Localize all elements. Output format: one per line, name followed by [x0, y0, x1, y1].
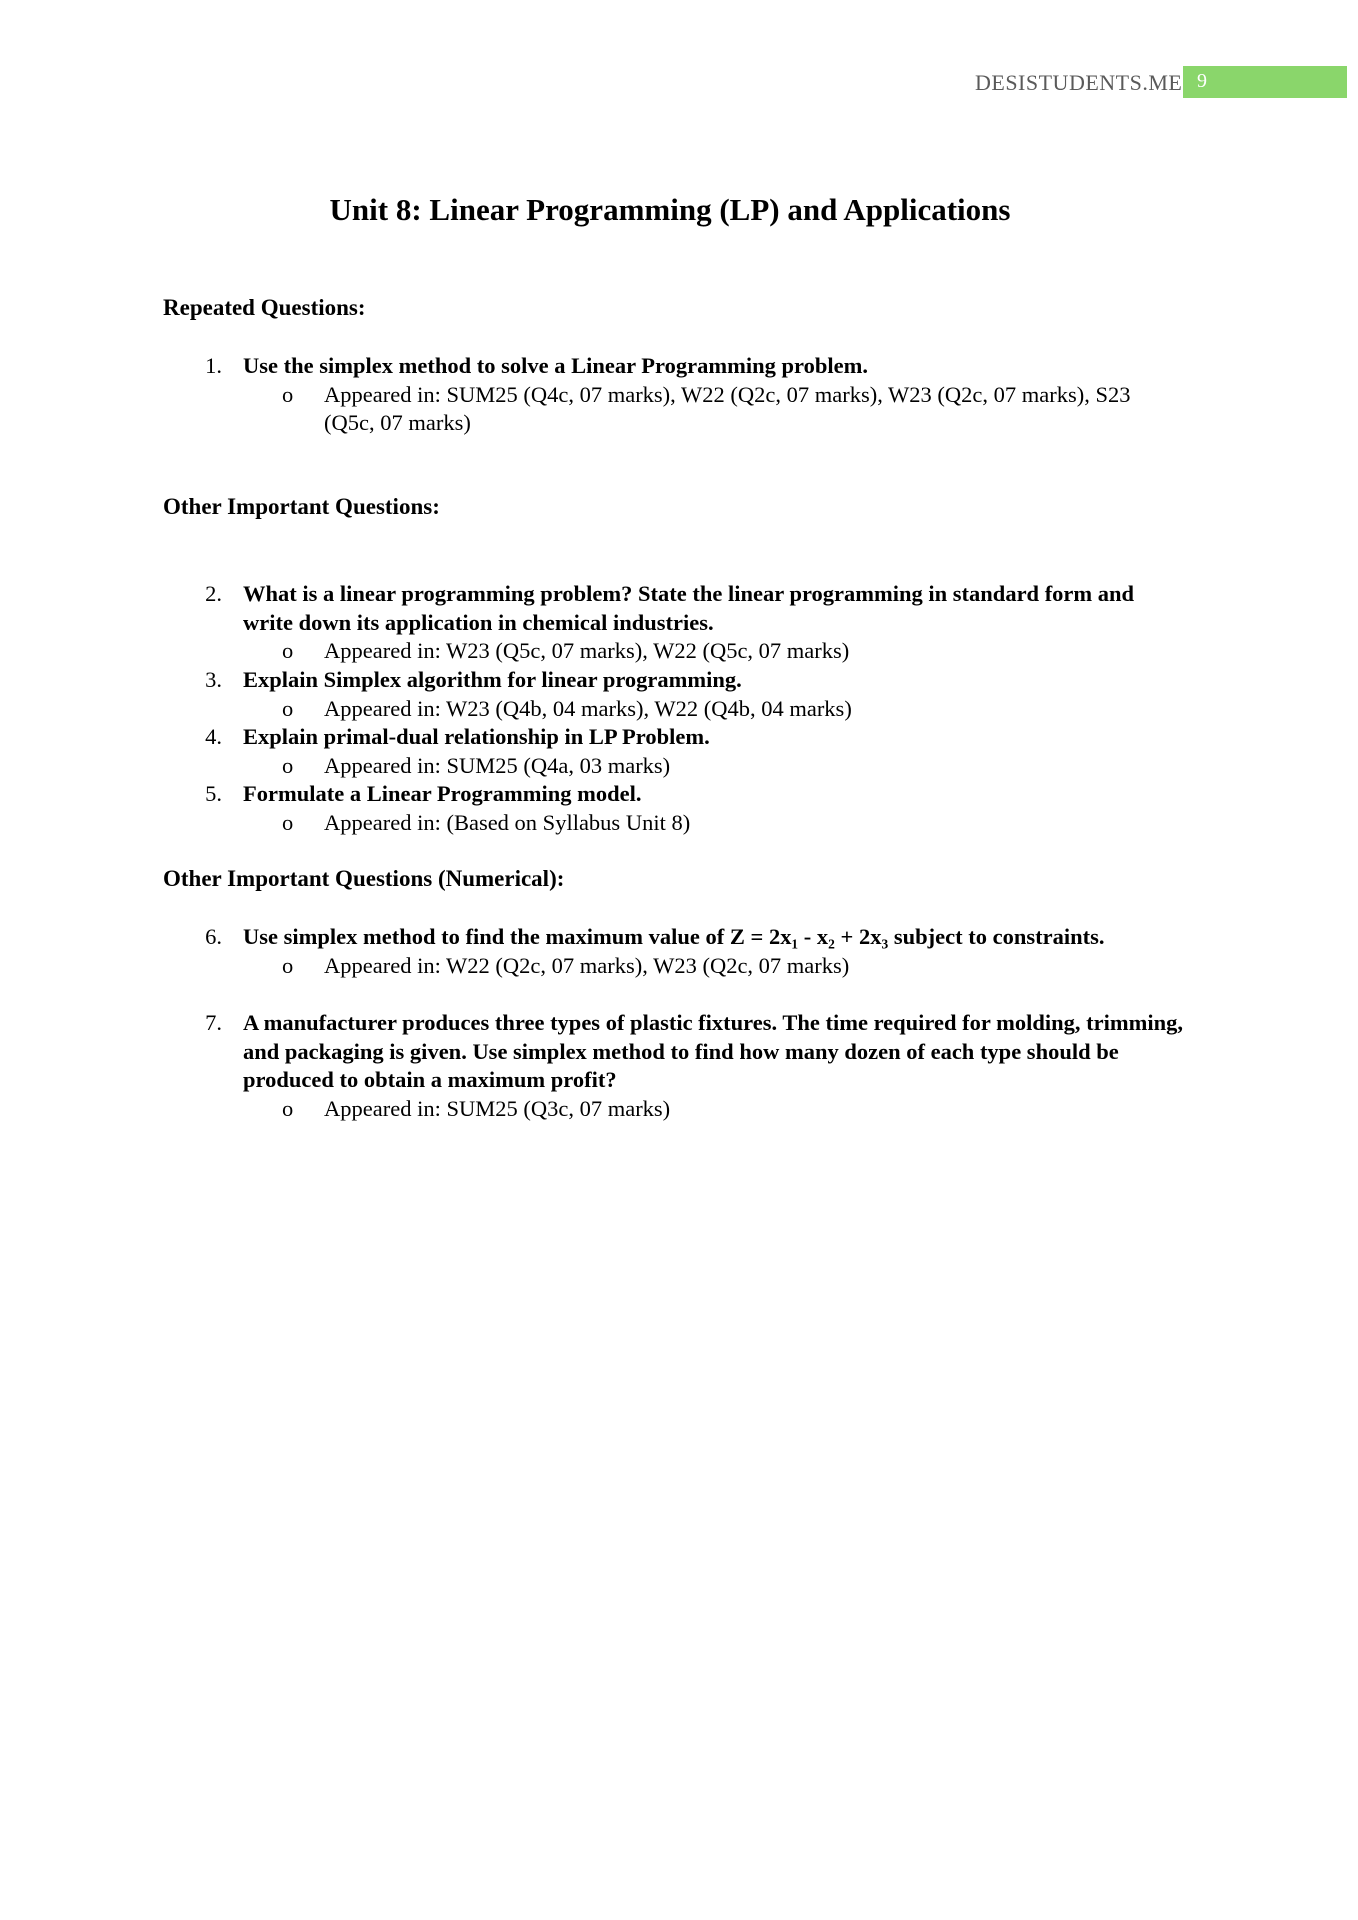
question-text: A manufacturer produces three types of plastic fixtures. The time required for molding, trimming, and packaging is given. Use simplex method to find how many dozen of each type should be produced to obtain a maximum profit?: [243, 1010, 1183, 1092]
appearance-line: [282, 637, 1190, 666]
question-item: [200, 1009, 1190, 1123]
question-number: 2.: [205, 581, 222, 606]
bullet-marker: o: [282, 638, 294, 663]
question-number: 5.: [205, 781, 222, 806]
question-item: [200, 780, 1190, 837]
bullet-marker: o: [282, 1095, 294, 1121]
header-brand: DESISTUDENTS.ME: [975, 70, 1183, 95]
bullet-marker: o: [282, 695, 294, 721]
question-text: Explain Simplex algorithm for linear programming.: [243, 667, 742, 692]
page-number-badge: 9: [1183, 66, 1347, 98]
bullet-marker: o: [282, 952, 294, 978]
appearance-line: [282, 952, 1190, 981]
question-text: Use the simplex method to solve a Linear Programming problem.: [243, 353, 868, 378]
question-number: 1.: [205, 353, 222, 378]
appearance-text: Appeared in: SUM25 (Q3c, 07 marks): [324, 1095, 671, 1121]
question-item: [200, 580, 1190, 666]
section-heading-numerical: Other Important Questions (Numerical):: [163, 866, 565, 891]
section-heading-other: Other Important Questions:: [163, 494, 440, 519]
appearance-text: Appeared in: (Based on Syllabus Unit 8): [324, 809, 691, 835]
question-item: [200, 723, 1190, 780]
page-title: Unit 8: Linear Programming (LP) and Applications: [329, 192, 1011, 227]
question-text: Explain primal-dual relationship in LP Problem.: [243, 724, 710, 749]
appearance-line: [282, 809, 1190, 838]
section-heading-repeated: Repeated Questions:: [163, 295, 366, 320]
bullet-marker: o: [282, 809, 294, 835]
appearance-line: [282, 752, 1190, 781]
appearance-line: [282, 695, 1190, 724]
appearance-line: [282, 1095, 1190, 1124]
question-number: 4.: [205, 724, 222, 749]
appearance-text: Appeared in: SUM25 (Q4c, 07 marks), W22 (Q2c, 07 marks), W23 (Q2c, 07 marks), S23 (Q5c, 07 marks): [324, 381, 1131, 435]
question-number: 7.: [205, 1010, 222, 1035]
question-text: What is a linear programming problem? State the linear programming in standard form and write down its application in chemical industries.: [243, 581, 1135, 635]
question-item: [200, 923, 1190, 980]
question-text: Use simplex method to find the maximum value of Z = 2x₁ - x₂ + 2x₃ subject to constraints.: [243, 924, 1105, 949]
question-item: [200, 666, 1190, 723]
bullet-marker: o: [282, 381, 294, 407]
appearance-text: Appeared in: W23 (Q4b, 04 marks), W22 (Q4b, 04 marks): [324, 695, 852, 721]
question-item: [200, 352, 1190, 438]
bullet-marker: o: [282, 752, 294, 778]
appearance-text: Appeared in: SUM25 (Q4a, 03 marks): [324, 752, 671, 778]
question-text: Formulate a Linear Programming model.: [243, 781, 642, 806]
appearance-text: Appeared in: W22 (Q2c, 07 marks), W23 (Q2c, 07 marks): [324, 952, 850, 978]
question-number: 6.: [205, 924, 222, 949]
appearance-text: Appeared in: W23 (Q5c, 07 marks), W22 (Q5c, 07 marks): [324, 638, 850, 663]
question-number: 3.: [205, 667, 222, 692]
appearance-line: [282, 381, 1184, 438]
